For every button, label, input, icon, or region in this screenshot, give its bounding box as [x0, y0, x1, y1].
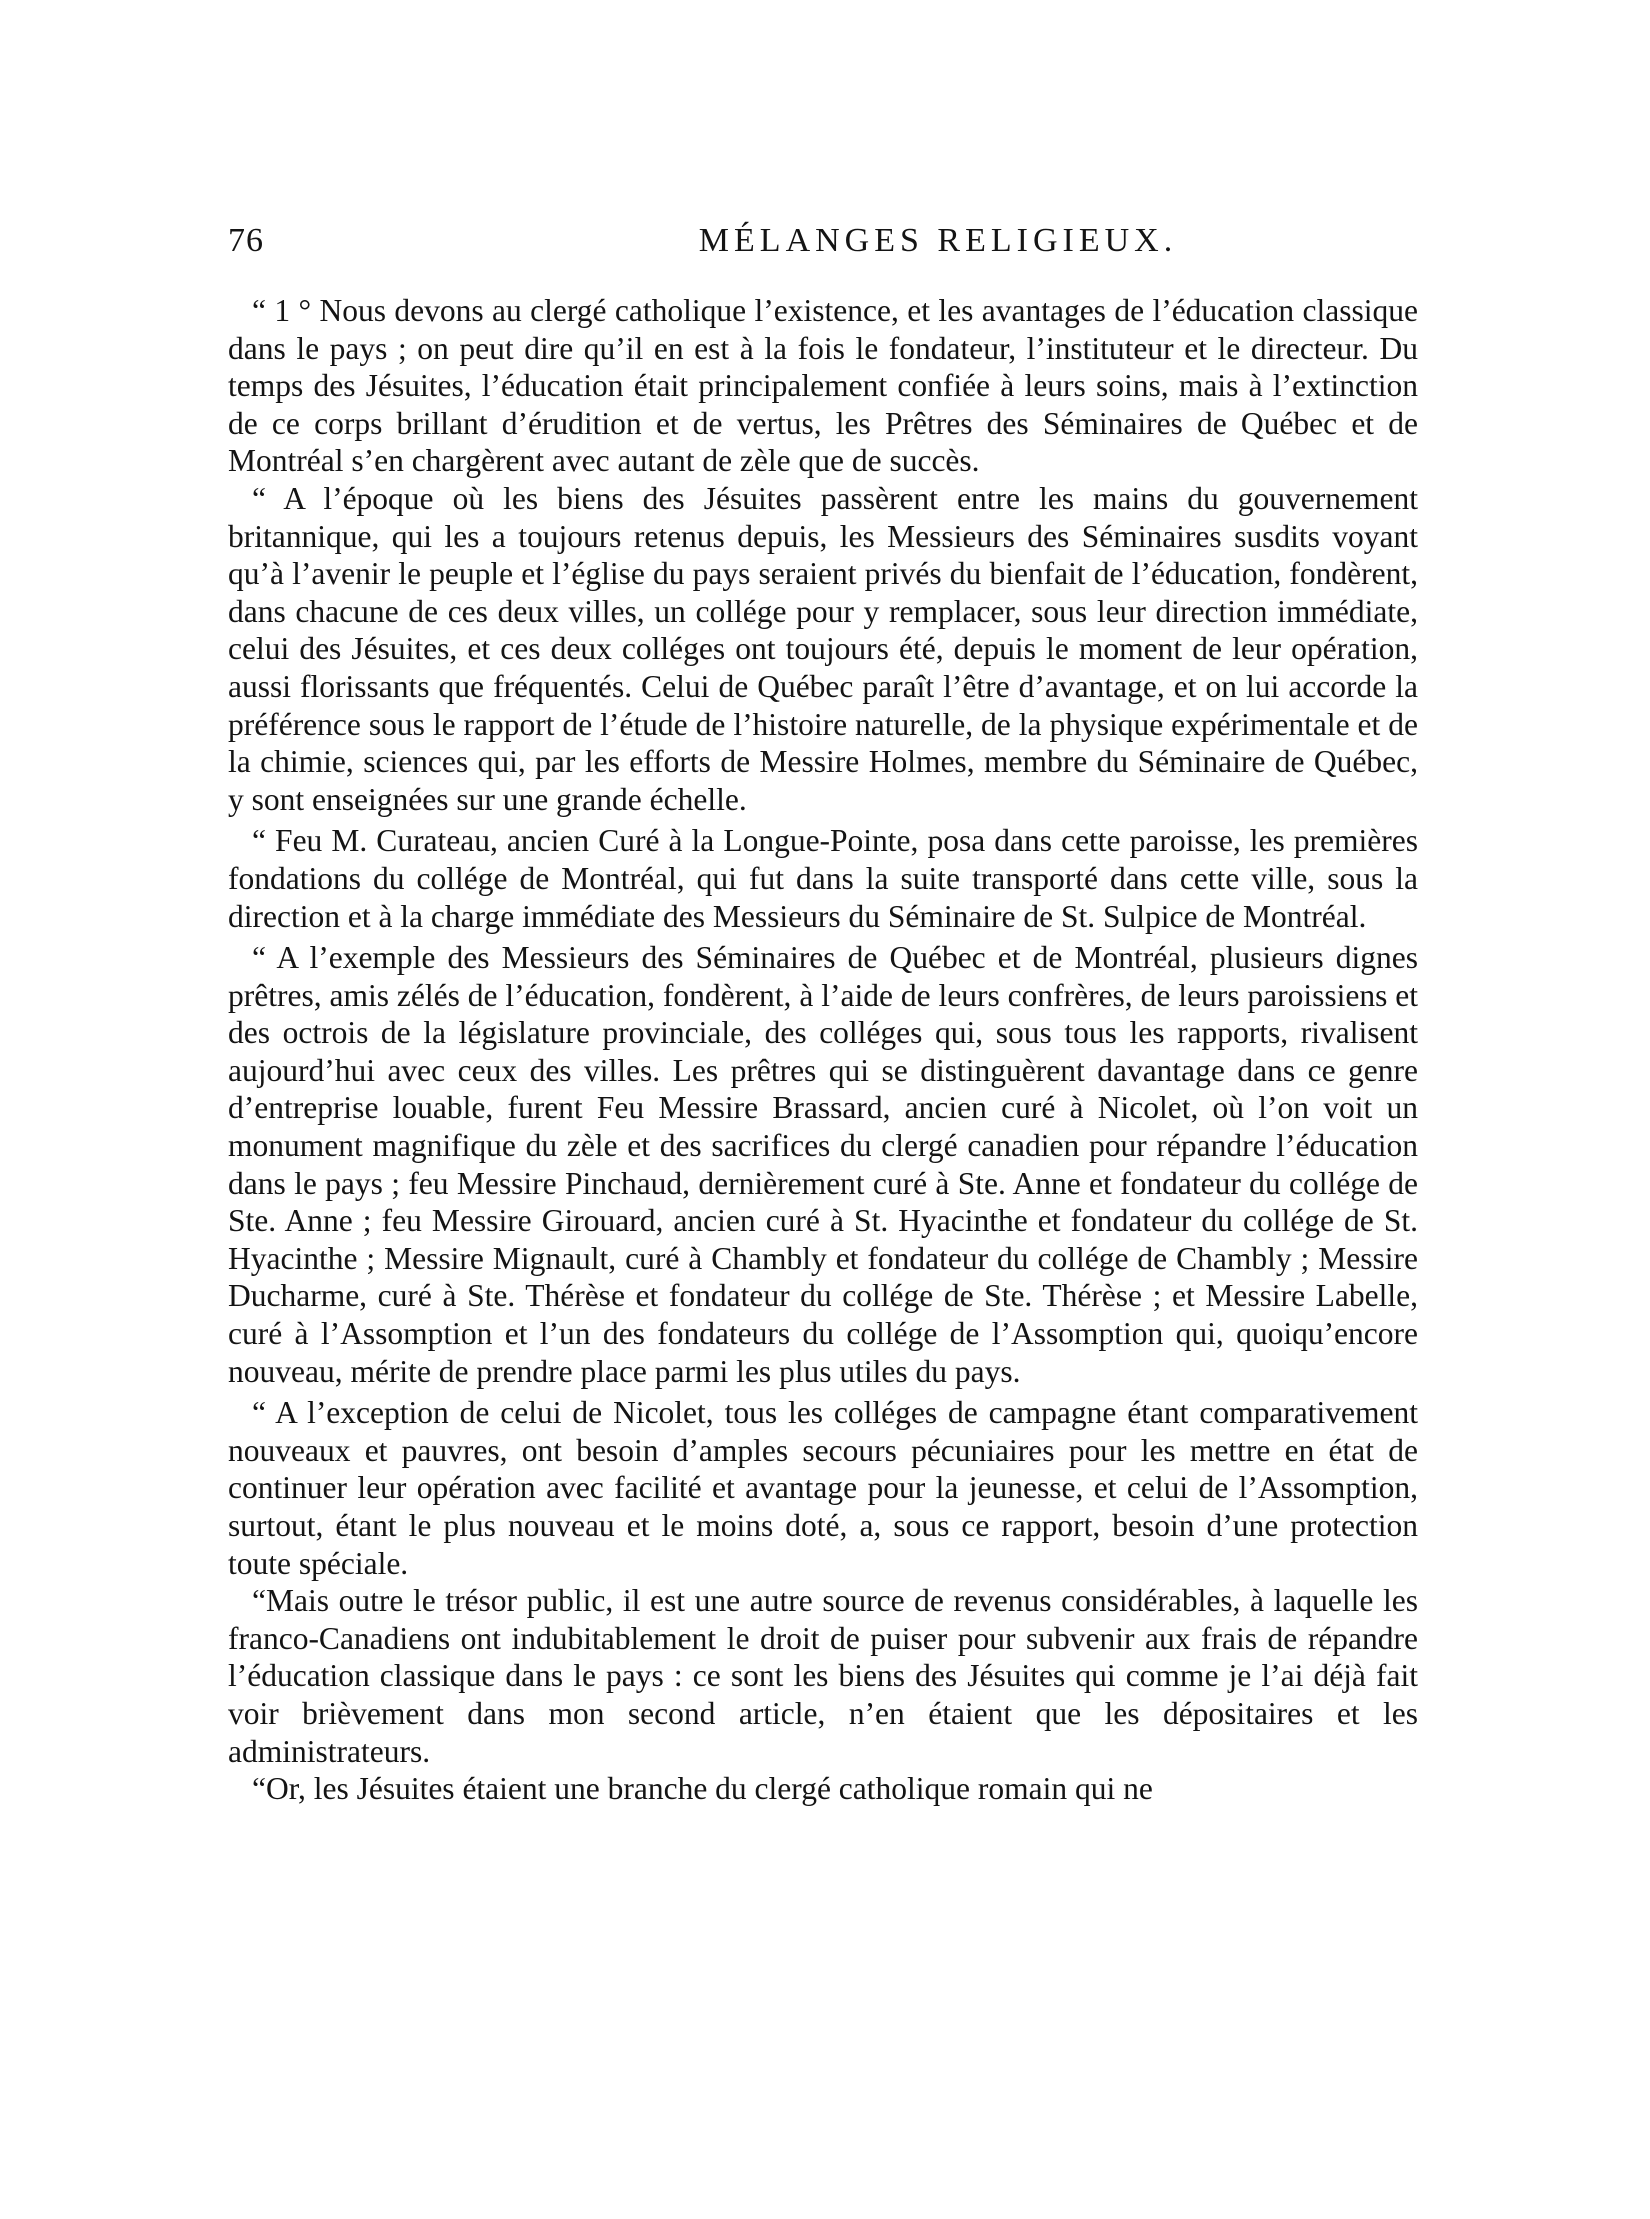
- paragraph: “ A l’époque où les biens des Jésuites passèrent entre les mains du gouvernement britannique, qui les a toujours retenus depuis, les Messieurs des Séminaires susdits voyant qu’à l’avenir le peuple et l’église du pays seraient privés du bienfait de l’éducation, fondèrent, dans chacune de ces deux villes, un collége pour y remplacer, sous leur direction immédiate, celui des Jésuites, et ces deux colléges ont toujours été, depuis le moment de leur opération, aussi florissants que fréquentés. Celui de Québec paraît l’être d’avantage, et on lui accorde la préférence sous le rapport de l’étude de l’histoire naturelle, de la physique expérimentale et de la chimie, sciences qui, par les efforts de Messire Holmes, membre du Séminaire de Québec, y sont enseignées sur une grande échelle.: [228, 480, 1418, 817]
- running-title: MÉLANGES RELIGIEUX.: [698, 222, 1178, 259]
- page-number: 76: [228, 222, 264, 259]
- paragraph: “ A l’exception de celui de Nicolet, tous les colléges de campagne étant comparativement nouveaux et pauvres, ont besoin d’amples secours pécuniaires pour les mettre en état de continuer leur opération avec facilité et avantage pour la jeunesse, et celui de l’Assomption, surtout, étant le plus nouveau et le moins doté, a, sous ce rapport, besoin d’une protection toute spéciale.: [228, 1395, 1418, 1581]
- page-header: [228, 222, 1418, 272]
- paragraph: “Or, les Jésuites étaient une branche du clergé catholique romain qui ne: [252, 1771, 1153, 1807]
- paragraph: “Mais outre le trésor public, il est une autre source de revenus considérables, à laquelle les franco-Canadiens ont indubitablement le droit de puiser pour subvenir aux frais de répandre l’éducation classique dans le pays : ce sont les biens des Jésuites qui comme je l’ai déjà fait voir brièvement dans mon second article, n’en étaient que les dépositaires et les administrateurs.: [228, 1583, 1418, 1769]
- paragraph: “ A l’exemple des Messieurs des Séminaires de Québec et de Montréal, plusieurs dignes prêtres, amis zélés de l’éducation, fondèrent, à l’aide de leurs confrères, de leurs paroissiens et des octrois de la législature provinciale, des colléges qui, sous tous les rapports, rivalisent aujourd’hui avec ceux des villes. Les prêtres qui se distinguèrent davantage dans ce genre d’entreprise louable, furent Feu Messire Brassard, ancien curé à Nicolet, où l’on voit un monument magnifique du zèle et des sacrifices du clergé canadien pour répandre l’éducation dans le pays ; feu Messire Pinchaud, dernièrement curé à Ste. Anne et fondateur du collége de Ste. Anne ; feu Messire Girouard, ancien curé à St. Hyacinthe et fondateur du collége de St. Hyacinthe ; Messire Mignault, curé à Chambly et fondateur du collége de Chambly ; Messire Ducharme, curé à Ste. Thérèse et fondateur du collége de Ste. Thérèse ; et Messire Labelle, curé à l’Assomption et l’un des fondateurs du collége de l’Assomption qui, quoiqu’encore nouveau, mérite de prendre place parmi les plus utiles du pays.: [228, 940, 1418, 1389]
- paragraph: “ 1 ° Nous devons au clergé catholique l’existence, et les avantages de l’éducation classique dans le pays ; on peut dire qu’il en est à la fois le fondateur, l’instituteur et le directeur. Du temps des Jésuites, l’éducation était principalement confiée à leurs soins, mais à l’extinction de ce corps brillant d’érudition et de vertus, les Prêtres des Séminaires de Québec et de Montréal s’en chargèrent avec autant de zèle que de succès.: [228, 293, 1418, 479]
- body-text: [228, 292, 1418, 1808]
- paragraph: “ Feu M. Curateau, ancien Curé à la Longue-Pointe, posa dans cette paroisse, les premières fondations du collége de Montréal, qui fut dans la suite transporté dans cette ville, sous la direction et à la charge immédiate des Messieurs du Séminaire de St. Sulpice de Montréal.: [228, 823, 1418, 934]
